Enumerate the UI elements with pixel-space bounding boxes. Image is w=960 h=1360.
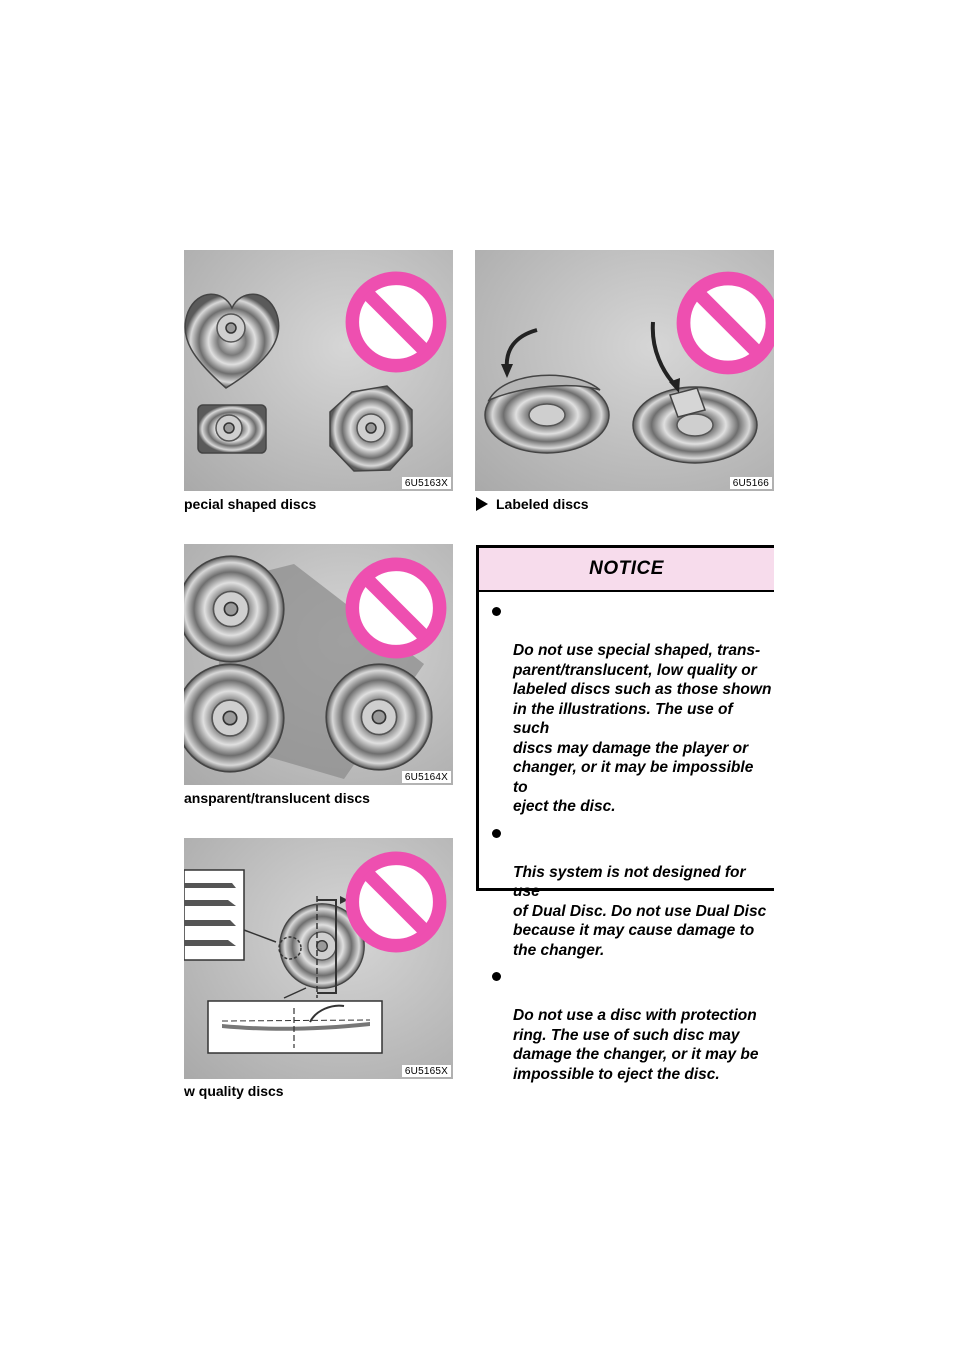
figure-code: 6U5163X [402,477,451,489]
labeled-discs-illustration [475,250,774,491]
figure-labeled-discs [475,250,774,491]
caption-text: ansparent/translucent discs [184,790,370,806]
notice-list [479,592,774,1084]
figure-transparent-discs [184,544,453,785]
prohibition-icon [352,564,439,651]
notice-item-text: This system is not designed for use of Dual Disc. Do not use Dual Disc because it may cause damage to the changer. [513,863,767,959]
notice-box [476,545,774,1083]
special-shaped-discs-illustration [184,250,453,491]
prohibition-icon [683,278,772,367]
notice-item [479,967,774,1084]
caption-text: Labeled discs [496,496,589,512]
round-bullet-icon [492,607,501,616]
caption-special-shaped-discs [184,496,316,512]
prohibition-icon [352,858,439,945]
figure-code: 6U5165X [402,1065,451,1077]
caption-low-quality-discs [184,1083,284,1099]
notice-item [479,824,774,961]
notice-item-text: Do not use special shaped, trans- parent/translucent, low quality or labeled discs such as those shown in the illustrations. The use of such discs may damage the player or changer, or it may be impossible to eject the disc. [513,642,772,815]
figure-low-quality-discs [184,838,453,1079]
figure-code: 6U5166 [730,477,772,489]
prohibition-icon [352,278,439,365]
caption-transparent-discs [184,790,370,806]
caption-labeled-discs [476,496,589,512]
transparent-discs-illustration [184,544,453,785]
caption-text: pecial shaped discs [184,496,317,512]
triangle-bullet-icon [476,497,488,511]
figure-code: 6U5164X [402,771,451,783]
figure-special-shaped-discs [184,250,453,491]
notice-title: NOTICE [479,548,774,592]
low-quality-discs-illustration [184,838,453,1079]
round-bullet-icon [492,829,501,838]
notice-item-text: Do not use a disc with protection ring. The use of such disc may damage the changer, or it may be impossible to eject the disc. [513,1007,759,1083]
round-bullet-icon [492,972,501,981]
notice-item [479,602,774,817]
caption-text: w quality discs [184,1083,284,1099]
